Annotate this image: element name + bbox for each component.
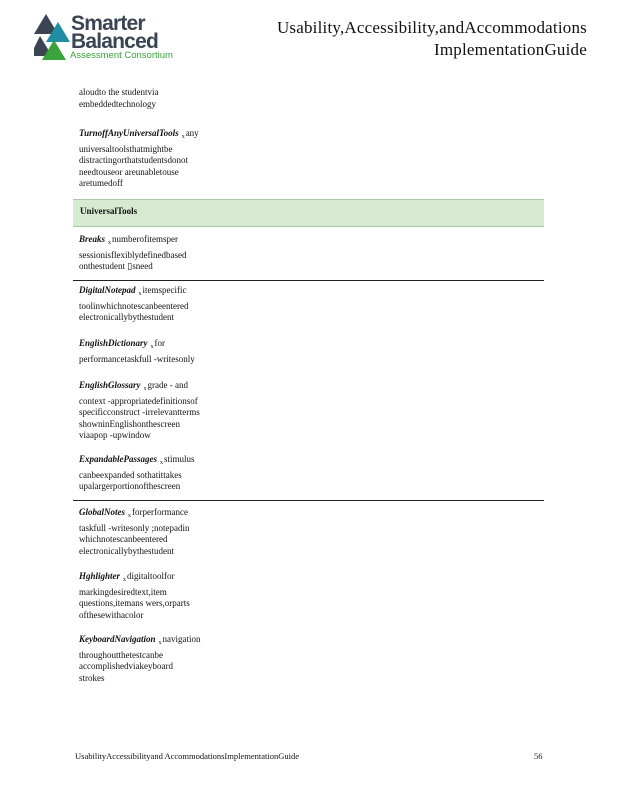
entry-marker: x <box>128 513 131 519</box>
continued-entry <box>79 87 158 110</box>
text-line: aloudto the studentvia <box>79 87 159 97</box>
text-line: numberofitemsper <box>112 234 178 244</box>
text-line: taskfull -writesonly ;notepadin <box>79 522 190 533</box>
entry-breaks <box>79 234 186 273</box>
text-line: performancetaskfull -writesonly <box>79 353 195 364</box>
entry-marker: x <box>158 640 162 646</box>
text-line: context -appropriatedefinitionsof <box>79 395 198 406</box>
text-line: any <box>185 128 199 138</box>
section-heading-band <box>73 199 544 227</box>
entry-term: TurnoffAnyUniversalTools <box>79 128 179 138</box>
entry-expandable-passages <box>79 454 195 493</box>
entry-marker: x <box>123 577 127 583</box>
text-line: canbeexpanded sothatittakes <box>79 469 182 480</box>
text-line: aretumedoff <box>79 178 123 189</box>
entry-keyboard-navigation <box>79 634 201 684</box>
entry-marker: x <box>181 134 185 140</box>
page-number: 56 <box>534 751 543 761</box>
text-line: grade - and <box>147 380 189 390</box>
entry-marker: x <box>160 460 164 466</box>
entry-global-notes <box>79 507 189 557</box>
text-line: sessionisflexiblydefinedbased <box>79 249 187 260</box>
text-line: electronicallybythestudent <box>79 545 174 556</box>
row-divider <box>73 500 544 501</box>
text-line: accomplishedviakeyboard <box>79 661 173 672</box>
smarter-balanced-logo <box>34 14 184 64</box>
entry-term: DigitalNotepad <box>79 285 136 295</box>
header-title-line1: Usability,Accessibility,andAccommodations <box>276 18 587 37</box>
text-line: digitaltoolfor <box>127 571 175 581</box>
logo-word-balanced: Balanced <box>71 30 158 53</box>
entry-digital-notepad <box>79 285 188 324</box>
entry-marker: x <box>138 291 142 297</box>
text-line: strokes <box>79 672 105 683</box>
text-line: throughoutthetestcanbe <box>79 649 163 660</box>
text-line: embeddedtechnology <box>79 98 156 109</box>
text-line: universaltoolsthatmightbe <box>79 143 173 154</box>
entry-term: Hghlighter <box>79 571 121 581</box>
text-line: stimulus <box>164 454 195 464</box>
text-line: toolinwhichnotescanbeentered <box>79 300 189 311</box>
text-line: distractingorthatstudentsdonot <box>79 155 188 166</box>
text-line: onthestudent ▯sneed <box>79 261 153 272</box>
entry-marker: x <box>150 344 154 350</box>
entry-highlighter <box>79 571 190 621</box>
logo-tagline: Assessment Consortium <box>70 50 173 61</box>
entry-english-glossary <box>79 380 200 442</box>
entry-term: GlobalNotes <box>79 507 125 517</box>
page-header-title <box>277 17 587 61</box>
entry-marker: x <box>143 386 147 392</box>
entry-term: EnglishGlossary <box>79 380 141 390</box>
section-heading: UniversalTools <box>80 206 138 216</box>
text-line: whichnotescanbeentered <box>79 534 168 545</box>
entry-marker: x <box>108 240 112 246</box>
logo-word-smarter: Smarter <box>71 12 145 35</box>
entry-term: ExpandablePassages <box>79 454 158 464</box>
entry-term: KeyboardNavigation <box>79 634 156 644</box>
text-line: showninEnglishonthescreen <box>79 418 180 429</box>
logo-triangles-icon <box>34 14 74 64</box>
text-line: navigation <box>162 634 201 644</box>
text-line: viaapop -upwindow <box>79 430 151 441</box>
text-line: for <box>154 338 166 348</box>
footer-title: UsabilityAccessibilityand AccommodationsImplementationGuide <box>75 751 300 761</box>
text-line: markingdesiredtext,item <box>79 586 167 597</box>
text-line: questions,itemans wers,orparts <box>79 598 190 609</box>
entry-turn-off-universal-tools <box>79 128 199 190</box>
header-title-line2: ImplementationGuide <box>434 40 587 59</box>
entry-term: EnglishDictionary <box>79 338 148 348</box>
text-line: forperformance <box>132 507 188 517</box>
text-line: ofthesewithacolor <box>79 609 144 620</box>
text-line: needtouseor areunabletouse <box>79 166 179 177</box>
entry-english-dictionary <box>79 338 195 365</box>
row-divider <box>73 280 544 281</box>
entry-term: Breaks <box>79 234 106 244</box>
text-line: electronicallybythestudent <box>79 312 174 323</box>
text-line: specificconstruct -irrelevantterms <box>79 407 200 418</box>
text-line: upalargerportionofthescreen <box>79 481 181 492</box>
text-line: itemspecific <box>142 285 187 295</box>
